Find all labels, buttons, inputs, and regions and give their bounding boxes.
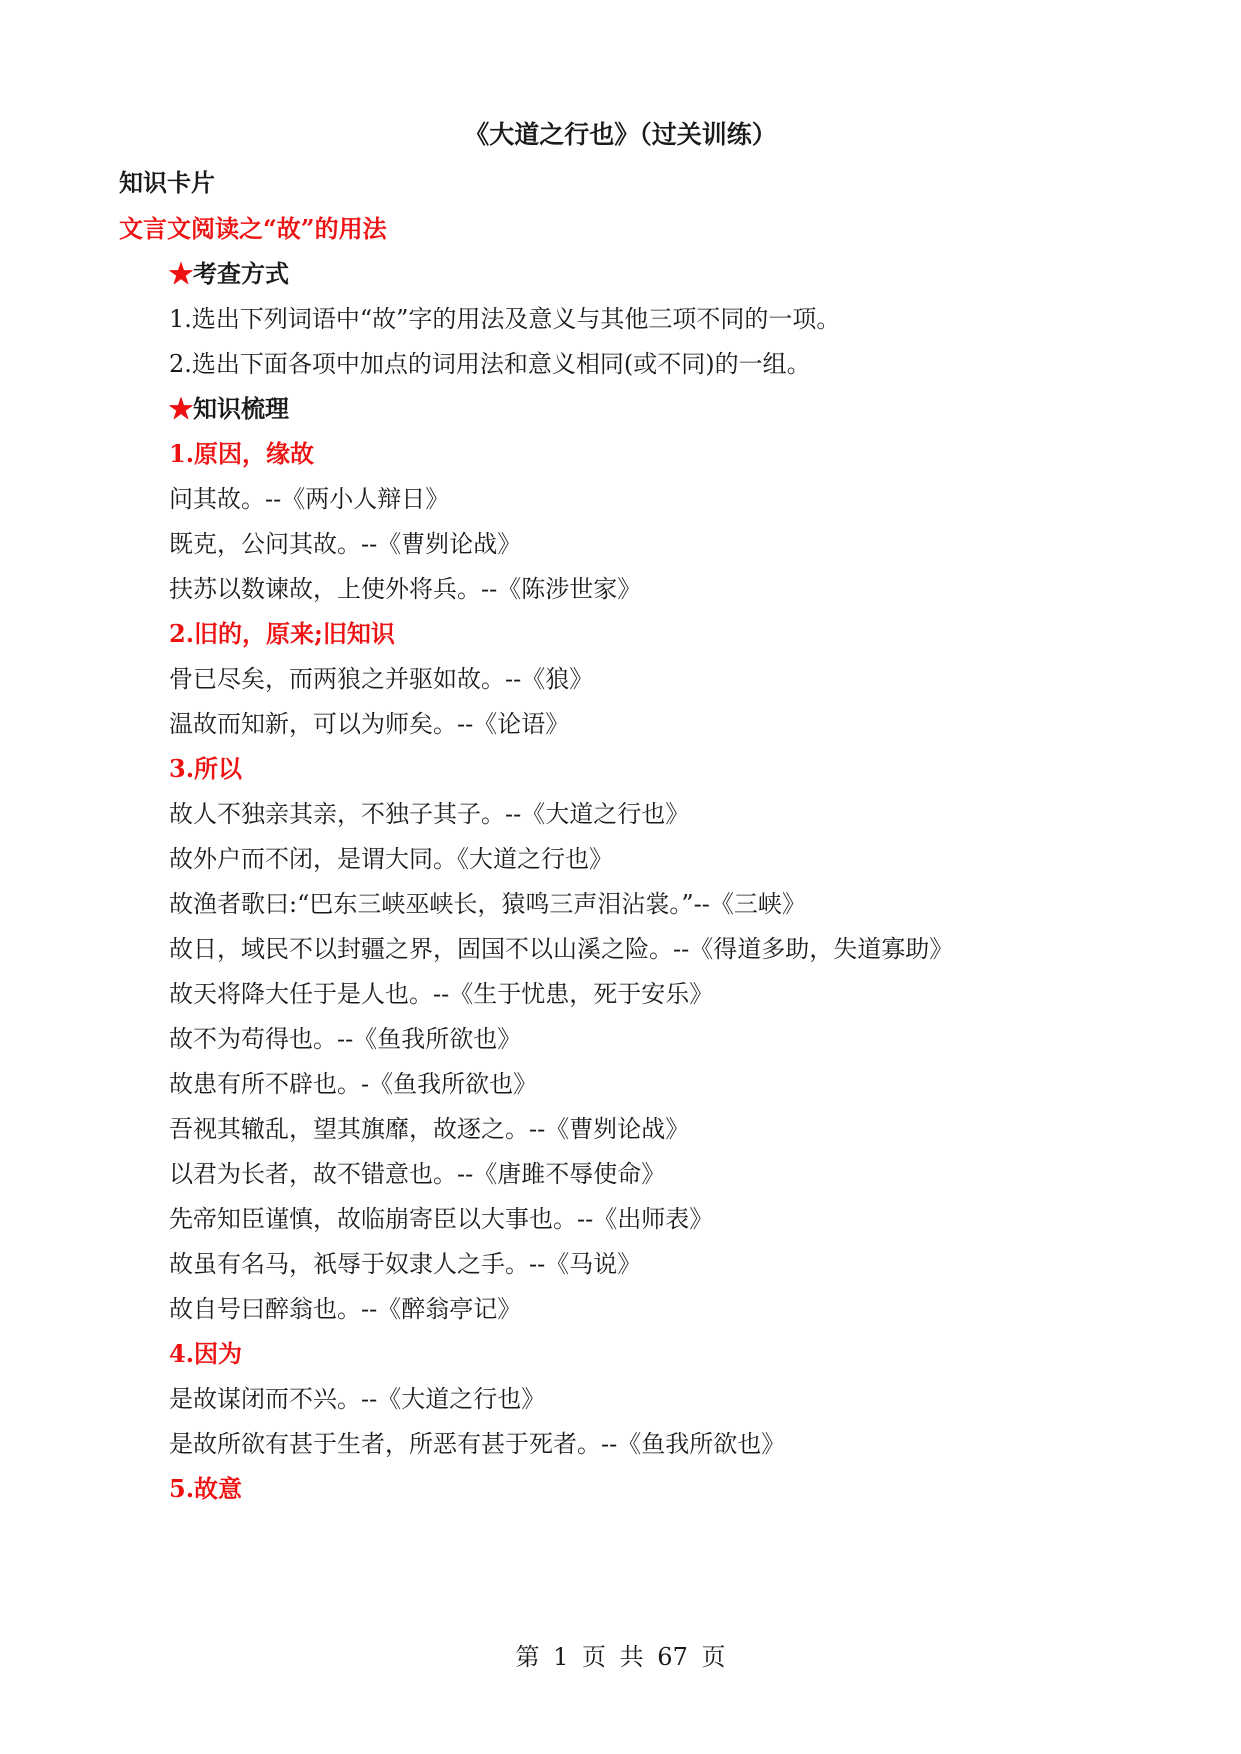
example-line: 故渔者歌曰:“巴东三峡巫峡长，猿鸣三声泪沾裳。”--《三峡》 <box>169 890 806 918</box>
example-line: 故外户而不闭，是谓大同。《大道之行也》 <box>169 845 613 873</box>
topic-heading: 文言文阅读之“故”的用法 <box>119 214 387 243</box>
example-line: 是故所欲有甚于生者，所恶有甚于死者。--《鱼我所欲也》 <box>169 1430 786 1458</box>
exam-method-heading <box>169 257 289 291</box>
example-line: 故天将降大任于是人也。--《生于忧患，死于安乐》 <box>169 980 714 1008</box>
usage-label: 5.故意 <box>169 1474 243 1503</box>
example-line: 故患有所不辟也。-《鱼我所欲也》 <box>169 1070 538 1098</box>
exam-method-heading-text: 考查方式 <box>193 259 289 288</box>
exam-method-item: 2.选出下面各项中加点的词用法和意义相同(或不同)的一组。 <box>169 350 811 378</box>
page-title: 《大道之行也》（过关训练） <box>464 120 777 149</box>
example-line: 是故谋闭而不兴。--《大道之行也》 <box>169 1385 546 1413</box>
example-line: 故不为苟得也。--《鱼我所欲也》 <box>169 1025 522 1053</box>
usage-label: 4.因为 <box>169 1339 243 1368</box>
example-line: 温故而知新，可以为师矣。--《论语》 <box>169 710 570 738</box>
example-line: 扶苏以数谏故，上使外将兵。--《陈涉世家》 <box>169 575 642 603</box>
example-line: 吾视其辙乱，望其旗靡，故逐之。--《曹刿论战》 <box>169 1115 690 1143</box>
example-line: 故自号曰醉翁也。--《醉翁亭记》 <box>169 1295 522 1323</box>
knowledge-heading <box>169 392 289 426</box>
example-line: 以君为长者，故不错意也。--《唐雎不辱使命》 <box>169 1160 666 1188</box>
knowledge-heading-text: 知识梳理 <box>193 394 289 423</box>
star-icon: ★ <box>169 394 193 423</box>
example-line: 先帝知臣谨慎，故临崩寄臣以大事也。--《出师表》 <box>169 1205 714 1233</box>
example-line: 问其故。--《两小人辩日》 <box>169 485 450 513</box>
section-heading: 知识卡片 <box>119 168 215 197</box>
exam-method-item: 1.选出下列词语中“故”字的用法及意义与其他三项不同的一项。 <box>169 305 841 333</box>
example-line: 故人不独亲其亲，不独子其子。--《大道之行也》 <box>169 800 690 828</box>
usage-label: 1.原因，缘故 <box>169 439 315 468</box>
page-footer: 第 1 页 共 67 页 <box>515 1643 726 1671</box>
example-line: 既克，公问其故。--《曹刿论战》 <box>169 530 522 558</box>
star-icon: ★ <box>169 259 193 288</box>
example-line: 故日，域民不以封疆之界，固国不以山溪之险。--《得道多助，失道寡助》 <box>169 935 954 963</box>
example-line: 故虽有名马，祇辱于奴隶人之手。--《马说》 <box>169 1250 642 1278</box>
usage-label: 2.旧的，原来;旧知识 <box>169 619 395 648</box>
example-line: 骨已尽矣，而两狼之并驱如故。--《狼》 <box>169 665 594 693</box>
usage-label: 3.所以 <box>169 754 243 783</box>
